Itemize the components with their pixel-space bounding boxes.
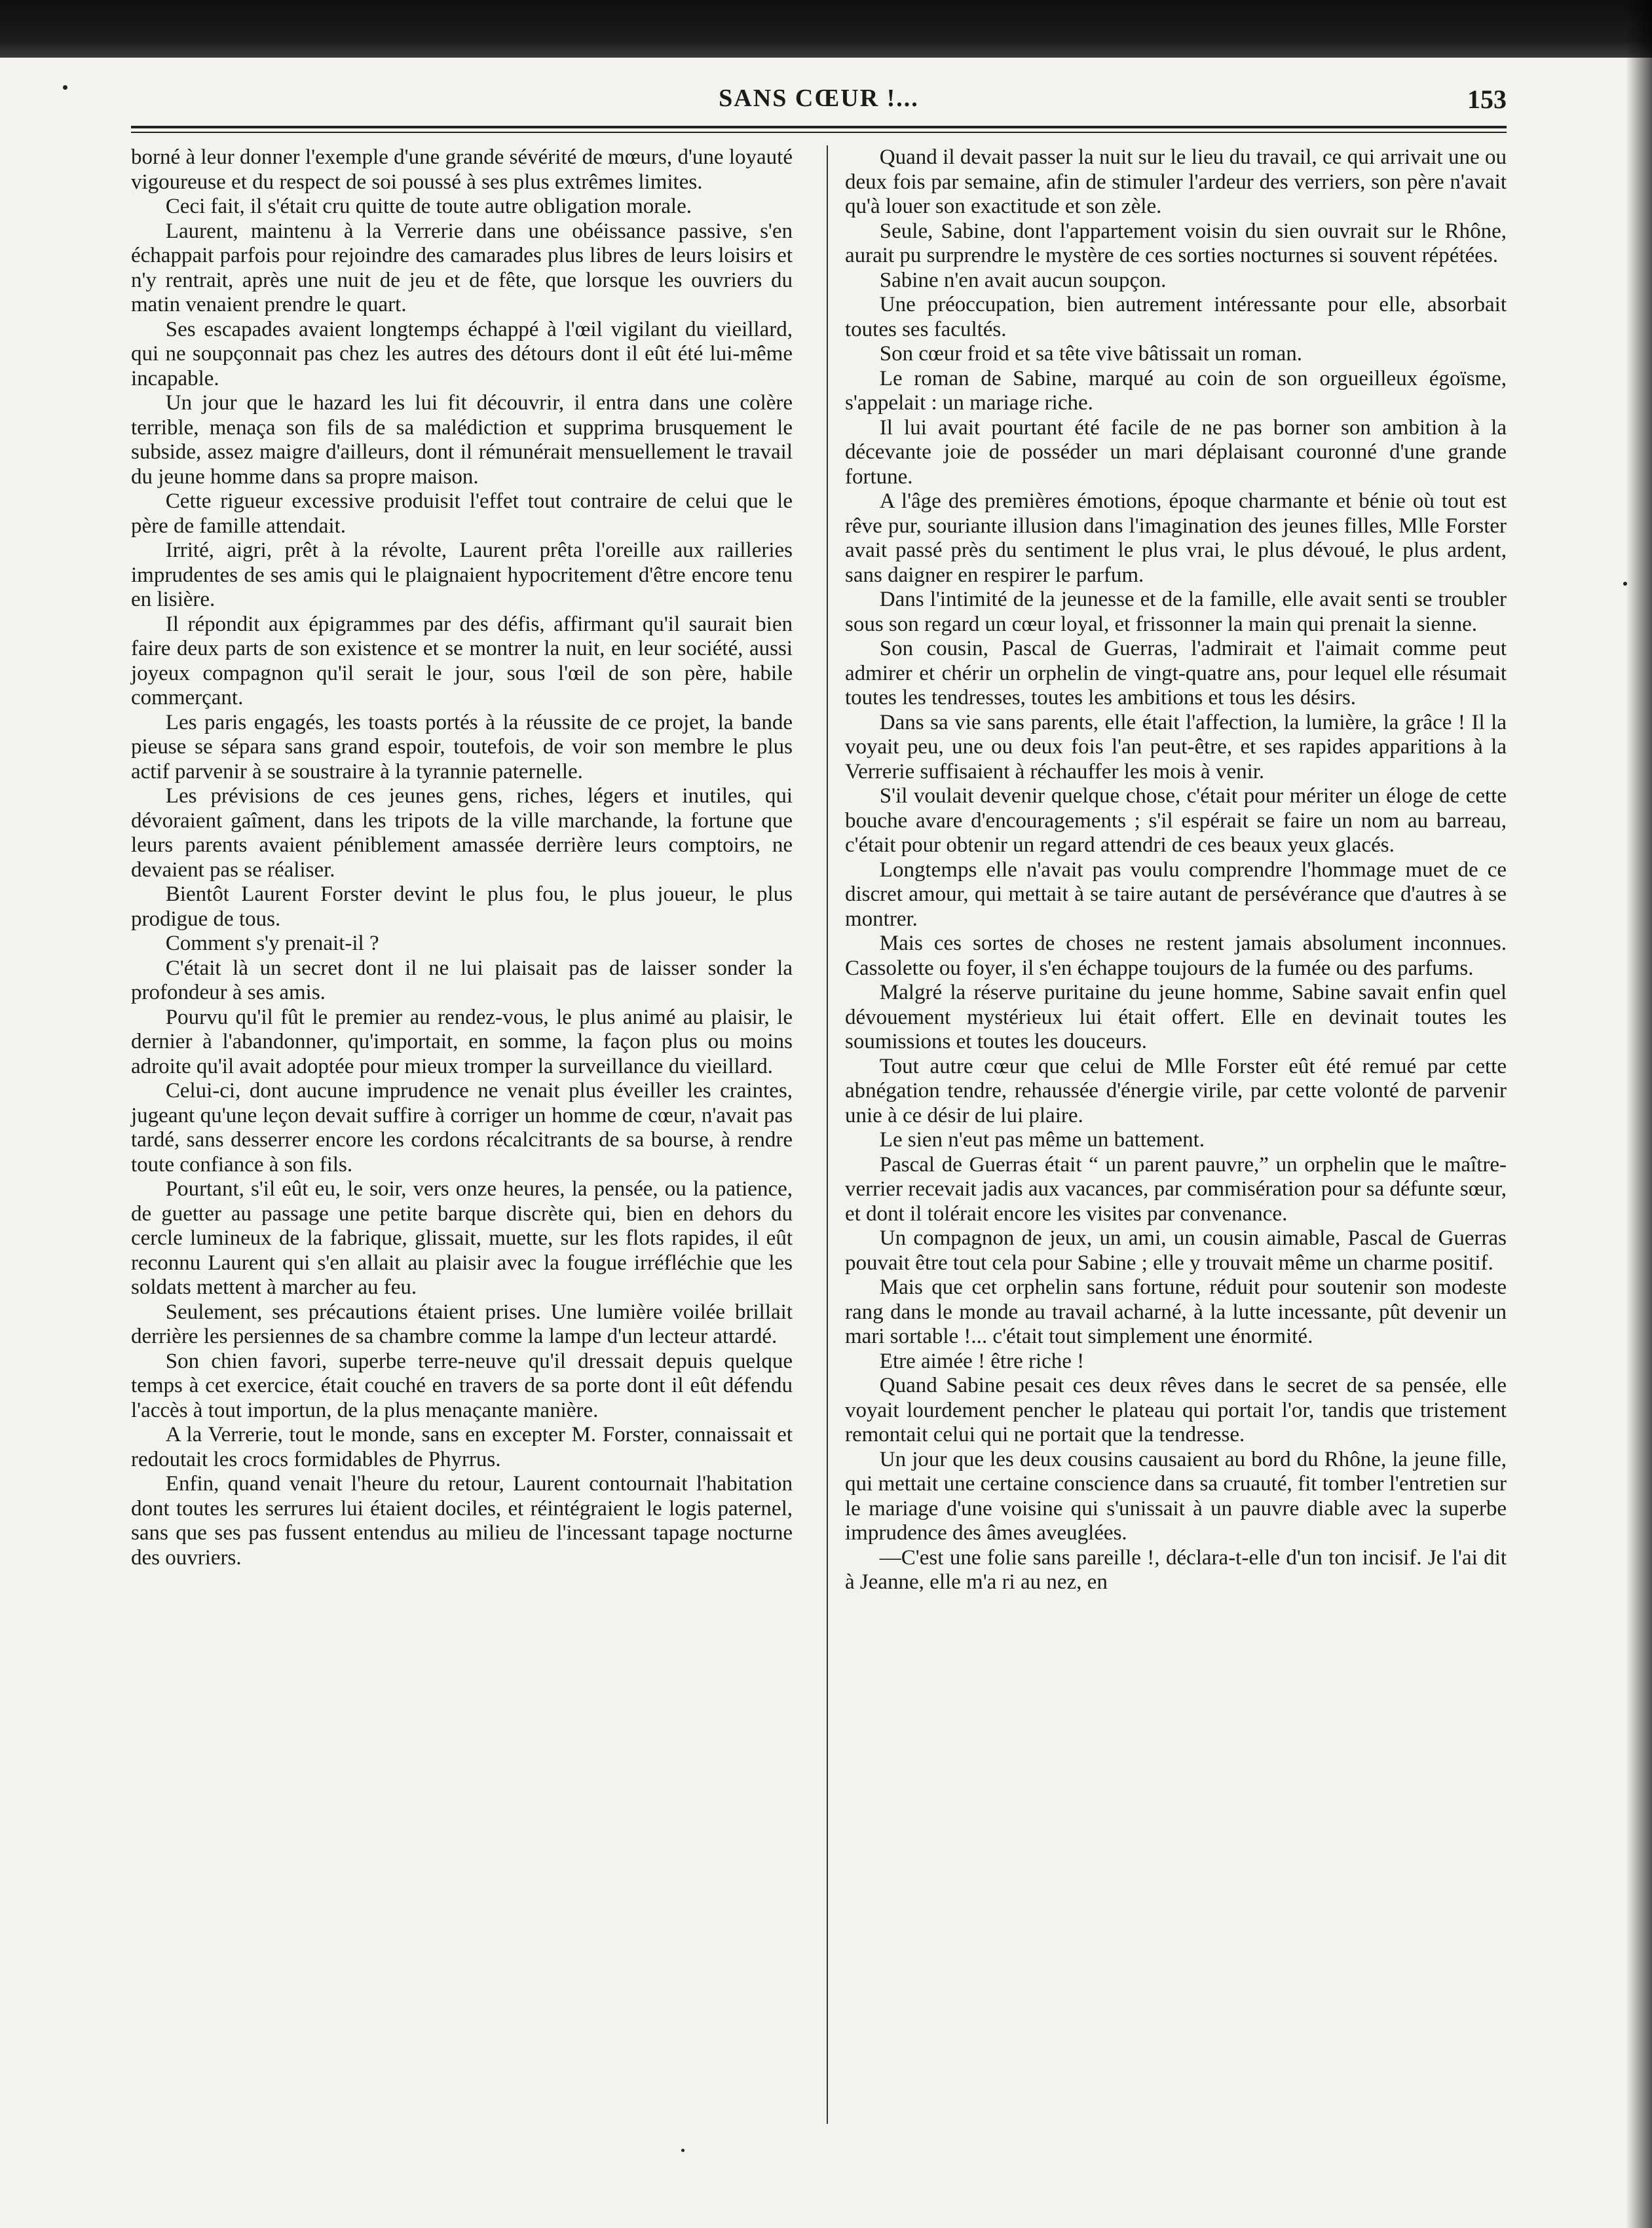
paragraph: Ceci fait, il s'était cru quitte de toute autre obligation morale. (165, 195, 692, 218)
right-column (845, 145, 1507, 1595)
paragraph: Mais que cet orphelin sans fortune, réduit pour soutenir son modeste rang dans le monde au travail acharné, à la lutte incessante, pût devenir un mari sortable !... c'était tout simplement une énormité. (845, 1275, 1507, 1348)
paragraph: Enfin, quand venait l'heure du retour, Laurent contournait l'habitation dont toutes les serrures lui étaient dociles, et réintégraient le logis paternel, sans que ses pas fussent entendus au milieu de l'incessant tapage nocturne des ouvriers. (131, 1472, 793, 1570)
paragraph: Irrité, aigri, prêt à la révolte, Laurent prêta l'oreille aux railleries imprudentes de ses amis qui le plaignaient hypocritement d'être encore tenu en lisière. (131, 538, 793, 611)
paragraph: Un jour que le hazard les lui fit découvrir, il entra dans une colère terrible, menaça son fils de sa malédiction et supprima brusquement le subside, assez maigre d'ailleurs, dont il rémunérait mensuellement le travail du jeune homme dans sa propre maison. (131, 391, 793, 489)
paragraph: Un jour que les deux cousins causaient au bord du Rhône, la jeune fille, qui mettait une certaine conscience dans sa cruauté, fit tomber l'entretien sur le mariage d'une voisine qui s'unissait à un pauvre diable avec la superbe imprudence des âmes aveuglées. (845, 1447, 1507, 1545)
paragraph: Quand il devait passer la nuit sur le lieu du travail, ce qui arrivait une ou deux fois par semaine, afin de stimuler l'ardeur des verriers, son père n'avait qu'à louer son exactitude et son zèle. (845, 145, 1507, 218)
scan-speck (63, 85, 67, 90)
paragraph: Les prévisions de ces jeunes gens, riches, légers et inutiles, qui dévoraient gaîment, dans les tripots de la ville marchande, la fortune que leurs parents avaient péniblement amassée derrière leurs comptoirs, ne devaient pas se réaliser. (131, 784, 793, 882)
header-rule-thick (131, 126, 1507, 128)
paragraph: Dans sa vie sans parents, elle était l'affection, la lumière, la grâce ! Il la voyait peu, une ou deux fois l'an peut-être, et ses rapides apparitions à la Verrerie suffisaient à réchauffer les mois à venir. (845, 710, 1507, 784)
paragraph: Une préoccupation, bien autrement intéressante pour elle, absorbait toutes ses facultés. (845, 293, 1507, 341)
paragraph: Seule, Sabine, dont l'appartement voisin du sien ouvrait sur le Rhône, aurait pu surprendre le mystère de ces sorties nocturnes si souvent répétées. (845, 219, 1507, 267)
page-header (131, 84, 1507, 123)
paragraph: Celui-ci, dont aucune imprudence ne venait plus éveiller les craintes, jugeant qu'une leçon devait suffire à corriger un homme de cœur, n'avait pas tardé, sans desserrer encore les cordons récalcitrants de sa bourse, à rendre toute confiance à son fils. (131, 1079, 793, 1177)
paragraph: Il lui avait pourtant été facile de ne pas borner son ambition à la décevante joie de posséder un mari déplaisant couronné d'une grande fortune. (845, 415, 1507, 489)
paragraph: Le sien n'eut pas même un battement. (879, 1128, 1205, 1152)
paragraph: Sabine n'en avait aucun soupçon. (879, 268, 1167, 292)
paragraph: Son chien favori, superbe terre-neuve qu'il dressait depuis quelque temps à cet exercice, était couché en travers de sa porte dont il eût défendu l'accès à tout importun, de la plus menaçante manière. (131, 1349, 793, 1422)
paragraph: Les paris engagés, les toasts portés à la réussite de ce projet, la bande pieuse se sépara sans grand espoir, toutefois, de voir son membre le plus actif parvenir à se soustraire à la tyrannie paternelle. (131, 710, 793, 784)
paragraph: Quand Sabine pesait ces deux rêves dans le secret de sa pensée, elle voyait lourdement pencher le plateau qui portait l'or, tandis que tristement remontait celui qui ne portait que la tendresse. (845, 1374, 1507, 1446)
paragraph: Pourvu qu'il fût le premier au rendez-vous, le plus animé au plaisir, le dernier à l'abandonner, qu'importait, en somme, la façon plus ou moins adroite qu'il avait adoptée pour mieux tromper la surveillance du vieillard. (131, 1005, 793, 1078)
paragraph: Laurent, maintenu à la Verrerie dans une obéissance passive, s'en échappait parfois pour rejoindre des camarades plus libres de leurs loisirs et n'y rentrait, après une nuit de jeu et de fête, que lorsque les ouvriers du matin venaient prendre le quart. (131, 219, 793, 316)
scan-speck (681, 2149, 685, 2152)
paragraph: C'était là un secret dont il ne lui plaisait pas de laisser sonder la profondeur à ses amis. (131, 956, 793, 1004)
paragraph: Malgré la réserve puritaine du jeune homme, Sabine savait enfin quel dévouement mystérieux lui était offert. Elle en devinait toutes les soumissions et toutes les douceurs. (845, 981, 1507, 1053)
paragraph: borné à leur donner l'exemple d'une grande sévérité de mœurs, d'une loyauté vigoureuse et du respect de soi poussé à ses plus extrêmes limites. (131, 145, 793, 194)
paragraph: Le roman de Sabine, marqué au coin de son orgueilleux égoïsme, s'appelait : un mariage riche. (845, 366, 1507, 415)
paragraph: Pascal de Guerras était “ un parent pauvre,” un orphelin que le maître-verrier recevait jadis aux vacances, par commisération pour sa défunte sœur, et dont il tolérait encore les visites par convenance. (845, 1152, 1507, 1226)
paragraph: Comment s'y prenait-il ? (165, 932, 379, 955)
paragraph: Un compagnon de jeux, un ami, un cousin aimable, Pascal de Guerras pouvait être tout cela pour Sabine ; elle y trouvait même un charme positif. (845, 1226, 1507, 1275)
paragraph: Cette rigueur excessive produisit l'effet tout contraire de celui que le père de famille attendait. (131, 489, 793, 538)
paragraph: Son cœur froid et sa tête vive bâtissait un roman. (879, 342, 1302, 366)
running-title: SANS CŒUR !... (719, 85, 919, 112)
paragraph: Dans l'intimité de la jeunesse et de la famille, elle avait senti se troubler sous son regard un cœur loyal, et frissonner la main qui prenait la sienne. (845, 588, 1507, 636)
paragraph: Il répondit aux épigrammes par des défis, affirmant qu'il saurait bien faire deux parts de son existence et se montrer la nuit, en leur société, aussi joyeux compagnon qu'il serait le jour, sous l'œil de son père, habile commerçant. (131, 612, 793, 709)
paragraph: S'il voulait devenir quelque chose, c'était pour mériter un éloge de cette bouche avare d'encouragements ; s'il espérait se faire un nom au barreau, c'était pour obtenir un regard attendri de ces beaux yeux glacés. (845, 784, 1507, 857)
column-divider (827, 145, 828, 2124)
left-column (131, 145, 793, 1570)
paragraph: Mais ces sortes de choses ne restent jamais absolument inconnues. Cassolette ou foyer, il s'en échappe toujours de la fumée ou des parfums. (845, 932, 1507, 980)
page-number: 153 (1467, 85, 1507, 114)
scan-speck (1623, 582, 1627, 586)
paragraph: Etre aimée ! être riche ! (879, 1349, 1085, 1373)
paragraph: A la Verrerie, tout le monde, sans en excepter M. Forster, connaissait et redoutait les crocs formidables de Phyrrus. (131, 1423, 793, 1471)
paragraph: Longtemps elle n'avait pas voulu comprendre l'hommage muet de ce discret amour, qui mettait à se taire autant de persévérance que d'autres à se montrer. (845, 858, 1507, 931)
paragraph: —C'est une folie sans pareille !, déclara-t-elle d'un ton incisif. Je l'ai dit à Jeanne, elle m'a ri au nez, en (845, 1545, 1507, 1594)
paragraph: Ses escapades avaient longtemps échappé à l'œil vigilant du vieillard, qui ne soupçonnait pas chez les autres des détours dont il eût été lui-même incapable. (131, 317, 793, 390)
header-rule-thin (131, 132, 1507, 133)
scan-top-band (0, 0, 1652, 58)
paragraph: Pourtant, s'il eût eu, le soir, vers onze heures, la pensée, ou la patience, de guetter au passage une petite barque discrète qui, bien en dehors du cercle lumineux de la fabrique, glissait, muette, sur les flots rapides, il eût reconnu Laurent qui s'en allait au plaisir avec la fougue irréfléchie que les soldats mettent à marcher au feu. (131, 1177, 793, 1299)
paragraph: A l'âge des premières émotions, époque charmante et bénie où tout est rêve pur, souriante illusion dans l'imagination des jeunes filles, Mlle Forster avait passé près du sentiment le plus vrai, le plus dévoué, le plus ardent, sans daigner en respirer le parfum. (845, 489, 1507, 587)
paragraph: Bientôt Laurent Forster devint le plus fou, le plus joueur, le plus prodigue de tous. (131, 882, 793, 931)
scan-right-edge (1626, 0, 1652, 2228)
paragraph: Tout autre cœur que celui de Mlle Forster eût été remué par cette abnégation tendre, rehaussée d'énergie virile, par cette volonté de parvenir unie à ce désir de lui plaire. (845, 1054, 1507, 1127)
paragraph: Son cousin, Pascal de Guerras, l'admirait et l'aimait comme peut admirer et chérir un orphelin de vingt-quatre ans, pour lequel elle résumait toutes les tendresses, toutes les ambitions et tous les désirs. (845, 637, 1507, 709)
paragraph: Seulement, ses précautions étaient prises. Une lumière voilée brillait derrière les persiennes de sa chambre comme la lampe d'un lecteur attardé. (131, 1300, 793, 1348)
